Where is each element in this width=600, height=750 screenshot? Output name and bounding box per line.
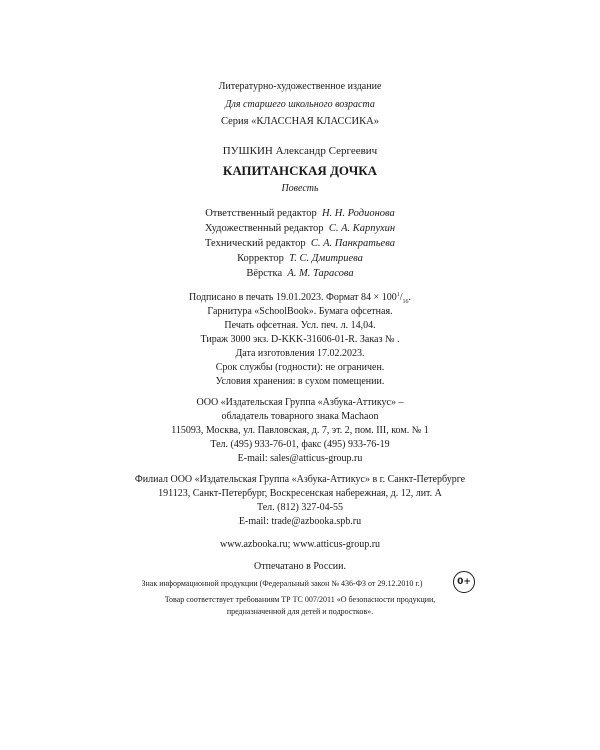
credit-person: А. М. Тарасова xyxy=(287,268,354,279)
credit-line xyxy=(0,209,600,220)
branch-name: Филиал ООО «Издательская Группа «Азбука-Аттикус» в г. Санкт-Петербурге xyxy=(134,474,466,485)
publisher-email: E-mail: sales@atticus-group.ru xyxy=(237,453,363,464)
series-name: Серия «КЛАССНАЯ КЛАССИКА» xyxy=(221,116,379,127)
credit-person: С. А. Карпухин xyxy=(328,223,396,234)
tr-compliance-line1: Товар соответствует требованиям ТР ТС 007/2011 «О безопасности продукции, xyxy=(164,595,436,604)
age-rating-badge: 0+ xyxy=(453,571,475,593)
credit-person: Н. Н. Родионова xyxy=(321,208,395,219)
publisher-phones: Тел. (495) 933-76-01, факс (495) 933-76-19 xyxy=(210,439,390,450)
credit-line xyxy=(0,269,600,280)
author-name: ПУШКИН Александр Сергеевич xyxy=(222,145,378,157)
storage-conditions: Условия хранения: в сухом помещении. xyxy=(215,376,385,387)
credit-role: Вёрстка xyxy=(246,268,283,279)
credit-role: Ответственный редактор xyxy=(205,208,317,219)
edition-type: Литературно-художественное издание xyxy=(218,81,382,92)
branch-phone: Тел. (812) 327-04-55 xyxy=(257,502,343,513)
credit-role: Корректор xyxy=(237,253,284,264)
shelf-life: Срок службы (годности): не ограничен. xyxy=(215,362,385,373)
manufacture-date: Дата изготовления 17.02.2023. xyxy=(235,348,365,359)
credit-person: Т. С. Дмитриева xyxy=(289,253,363,264)
age-audience: Для старшего школьного возраста xyxy=(225,99,375,110)
age-sign-text: Знак информационной продукции (Федеральный закон № 436-ФЗ от 29.12.2010 г.) xyxy=(141,579,423,588)
credit-role: Технический редактор xyxy=(205,238,306,249)
book-subtitle: Повесть xyxy=(281,183,319,194)
signed-date-format: Подписано в печать 19.01.2023. Формат $84 \times 100^1/_{16}$. xyxy=(189,292,411,305)
credit-line xyxy=(0,224,600,235)
printed-in: Отпечатано в России. xyxy=(254,561,346,572)
branch-address: 191123, Санкт-Петербург, Воскресенская набережная, д. 12, лит. А xyxy=(158,488,442,499)
publisher-name: ООО «Издательская Группа «Азбука-Аттикус» – xyxy=(196,397,404,408)
credit-person: С. А. Панкратьева xyxy=(310,238,395,249)
publisher-trademark: обладатель товарного знака Machaon xyxy=(221,411,379,422)
branch-email: E-mail: trade@azbooka.spb.ru xyxy=(238,516,362,527)
websites: www.azbooka.ru; www.atticus-group.ru xyxy=(219,539,381,550)
signed-prefix: Подписано в печать 19.01.2023. Формат 84 × 100 xyxy=(189,292,397,303)
print-sheets: Печать офсетная. Усл. печ. л. 14,04. xyxy=(224,320,376,331)
publisher-address: 115093, Москва, ул. Павловская, д. 7, эт. 2, пом. III, ком. № 1 xyxy=(171,425,429,436)
format-denominator: 16 xyxy=(402,299,409,305)
typeface-paper: Гарнитура «SchoolBook». Бумага офсетная. xyxy=(207,306,393,317)
credit-line xyxy=(0,239,600,250)
run-order: Тираж 3000 экз. D-KKK-31606-01-R. Заказ № . xyxy=(200,334,400,345)
book-title: КАПИТАНСКАЯ ДОЧКА xyxy=(222,163,378,178)
credit-line xyxy=(0,254,600,265)
tr-compliance-line2: предназначенной для детей и подростков». xyxy=(226,607,374,616)
signed-suffix: . xyxy=(408,292,411,303)
credit-role: Художественный редактор xyxy=(204,223,324,234)
format-numerator: 1 xyxy=(396,292,400,298)
